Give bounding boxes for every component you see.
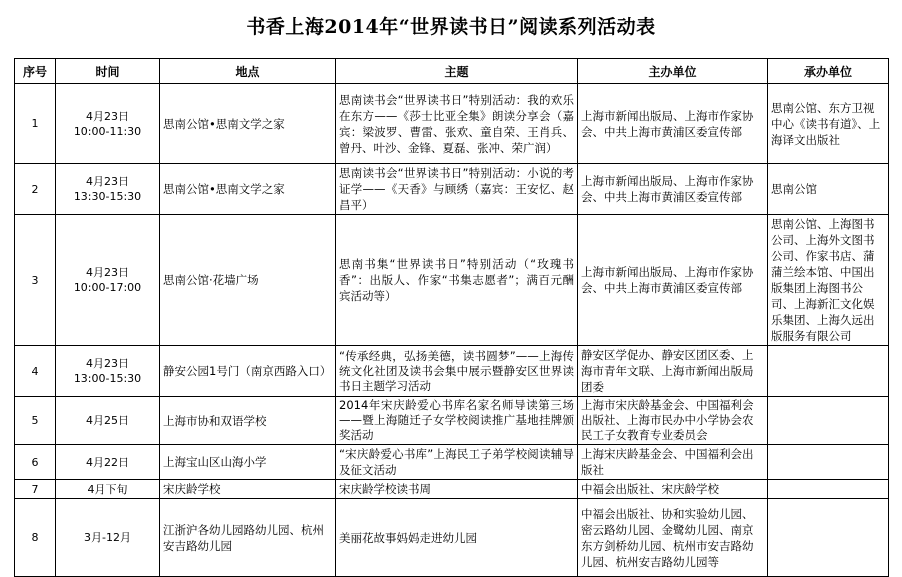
row-place: 上海市协和双语学校	[160, 397, 336, 445]
row-organizer: 上海市新闻出版局、上海市作家协会、中共上海市黄浦区委宣传部	[578, 84, 768, 164]
row-place: 思南公馆·花墙广场	[160, 215, 336, 346]
row-time-range: 10:00-17:00	[73, 281, 142, 294]
row-undertaker	[768, 480, 889, 499]
row-time	[56, 397, 160, 445]
table-row	[15, 215, 889, 346]
row-theme: 思南书集“世界读书日”特别活动（“玫瑰书香”：出版人、作家“书集志愿者”；满百元酬宾活动等）	[336, 215, 578, 346]
row-no: 3	[15, 215, 56, 346]
table-header-row	[15, 59, 889, 84]
table-row	[15, 164, 889, 215]
table-row	[15, 499, 889, 577]
row-organizer: 上海市新闻出版局、上海市作家协会、中共上海市黄浦区委宣传部	[578, 215, 768, 346]
row-theme: 宋庆龄学校读书周	[336, 480, 578, 499]
row-organizer: 上海宋庆龄基金会、中国福利会出版社	[578, 445, 768, 480]
row-time	[56, 84, 160, 164]
row-undertaker: 思南公馆、东方卫视中心《读书有道》、上海译文出版社	[768, 84, 889, 164]
row-theme: “传承经典，弘扬美德，读书圆梦”——上海传统文化社团及读书会集中展示暨静安区世界读书日主题学习活动	[336, 346, 578, 397]
row-place: 上海宝山区山海小学	[160, 445, 336, 480]
row-organizer: 中福会出版社、协和实验幼儿园、密云路幼儿园、金鹭幼儿园、南京东方剑桥幼儿园、杭州市安吉路幼儿园、杭州安吉路幼儿园等	[578, 499, 768, 577]
header-place: 地点	[160, 59, 336, 84]
table-row	[15, 397, 889, 445]
row-no: 6	[15, 445, 56, 480]
row-theme: 思南读书会“世界读书日”特别活动：我的欢乐在东方——《莎士比亚全集》朗读分享会（嘉宾：梁波罗、曹雷、张欢、童自荣、王肖兵、曾丹、叶沙、金锋、夏磊、张冲、荣广润）	[336, 84, 578, 164]
row-undertaker	[768, 499, 889, 577]
row-organizer: 中福会出版社、宋庆龄学校	[578, 480, 768, 499]
row-no: 2	[15, 164, 56, 215]
row-time-range: 13:00-15:30	[73, 372, 142, 385]
table-row	[15, 346, 889, 397]
row-time	[56, 164, 160, 215]
row-time	[56, 445, 160, 480]
row-no: 1	[15, 84, 56, 164]
row-place: 静安公园1号门（南京西路入口）	[160, 346, 336, 397]
row-place: 江浙沪各幼儿园路幼儿园、杭州安吉路幼儿园	[160, 499, 336, 577]
row-theme: “宋庆龄爱心书库”上海民工子弟学校阅读辅导及征文活动	[336, 445, 578, 480]
row-date: 3月-12月	[84, 531, 131, 544]
header-undertaker: 承办单位	[768, 59, 889, 84]
row-date: 4月22日	[86, 455, 129, 469]
row-time	[56, 499, 160, 577]
row-place: 宋庆龄学校	[160, 480, 336, 499]
row-undertaker: 思南公馆、上海图书公司、上海外文图书公司、作家书店、蒲蒲兰绘本馆、中国出版集团上海图书公司、上海新汇文化娱乐集团、上海久远出版服务有限公司	[768, 215, 889, 346]
row-place: 思南公馆•思南文学之家	[160, 84, 336, 164]
row-place: 思南公馆•思南文学之家	[160, 164, 336, 215]
row-no: 7	[15, 480, 56, 499]
row-no: 8	[15, 499, 56, 577]
row-time-range: 10:00-11:30	[73, 124, 142, 138]
row-no: 4	[15, 346, 56, 397]
row-time	[56, 480, 160, 499]
row-undertaker	[768, 346, 889, 397]
row-organizer: 上海市新闻出版局、上海市作家协会、中共上海市黄浦区委宣传部	[578, 164, 768, 215]
row-time	[56, 346, 160, 397]
row-date: 4月23日	[86, 175, 129, 188]
row-undertaker: 思南公馆	[768, 164, 889, 215]
row-organizer: 静安区学促办、静安区团区委、上海市青年文联、上海市新闻出版局团委	[578, 346, 768, 397]
row-date: 4月25日	[86, 414, 129, 427]
header-no: 序号	[15, 59, 56, 84]
row-date: 4月下旬	[87, 482, 128, 496]
row-undertaker	[768, 397, 889, 445]
row-date: 4月23日	[86, 266, 129, 279]
row-no: 5	[15, 397, 56, 445]
row-date: 4月23日	[86, 109, 129, 123]
row-time-range: 13:30-15:30	[73, 190, 142, 203]
header-time: 时间	[56, 59, 160, 84]
row-organizer: 上海市宋庆龄基金会、中国福利会出版社、上海市民办中小学协会农民工子女教育专业委员会	[578, 397, 768, 445]
row-theme: 美丽花故事妈妈走进幼儿园	[336, 499, 578, 577]
page-title: 书香上海2014年“世界读书日”阅读系列活动表	[246, 16, 656, 38]
table-row	[15, 84, 889, 164]
row-date: 4月23日	[86, 357, 129, 370]
row-time	[56, 215, 160, 346]
header-theme: 主题	[336, 59, 578, 84]
row-undertaker	[768, 445, 889, 480]
table-row	[15, 445, 889, 480]
table-row	[15, 480, 889, 499]
row-theme: 2014年宋庆龄爱心书库名家名师导读第三场——暨上海随迁子女学校阅读推广基地挂牌颁奖活动	[336, 397, 578, 445]
activity-table	[14, 58, 889, 577]
row-theme: 思南读书会“世界读书日”特别活动：小说的考证学——《天香》与顾绣（嘉宾：王安忆、赵昌平）	[336, 164, 578, 215]
header-organizer: 主办单位	[578, 59, 768, 84]
